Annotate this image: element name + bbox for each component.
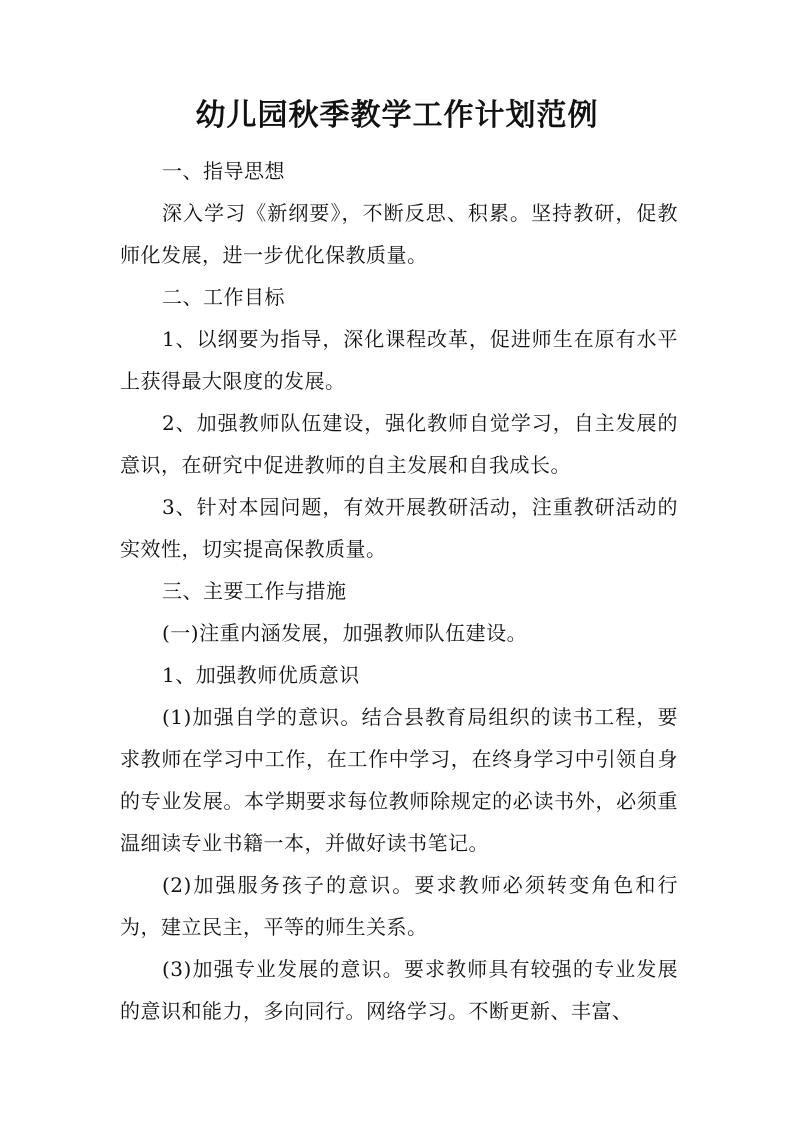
section-heading-work-goals: 二、工作目标	[162, 285, 285, 309]
paragraph: (1)加强自学的意识。结合县教育局组织的读书工程，要求教师在学习中工作，在工作中学习，在终身学习中引领自身的专业发展。本学期要求每位教师除规定的必读书外，必须重温细读专业书籍一本，并做好读书笔记。	[120, 705, 678, 855]
paragraph: (3)加强专业发展的意识。要求教师具有较强的专业发展的意识和能力，多向同行。网络学习。不断更新、丰富、	[120, 957, 678, 1023]
paragraph: 1、加强教师优质意识	[162, 663, 360, 687]
paragraph: (2)加强服务孩子的意识。要求教师必须转变角色和行为，建立民主，平等的师生关系。	[120, 873, 678, 939]
paragraph: 3、针对本园问题，有效开展教研活动，注重教研活动的实效性，切实提高保教质量。	[120, 495, 678, 561]
document-body	[120, 150, 678, 1032]
paragraph: 1、以纲要为指导，深化课程改革，促进师生在原有水平上获得最大限度的发展。	[120, 327, 678, 393]
section-heading-guiding-thought: 一、指导思想	[162, 159, 285, 183]
paragraph: 深入学习《新纲要》，不断反思、积累。坚持教研，促教师化发展，进一步优化保教质量。	[120, 201, 678, 267]
section-heading-main-work: 三、主要工作与措施	[162, 579, 347, 603]
paragraph: (一)注重内涵发展，加强教师队伍建设。	[162, 621, 528, 645]
document-title: 幼儿园秋季教学工作计划范例	[195, 98, 599, 133]
paragraph: 2、加强教师队伍建设，强化教师自觉学习，自主发展的意识，在研究中促进教师的自主发展和自我成长。	[120, 411, 678, 477]
